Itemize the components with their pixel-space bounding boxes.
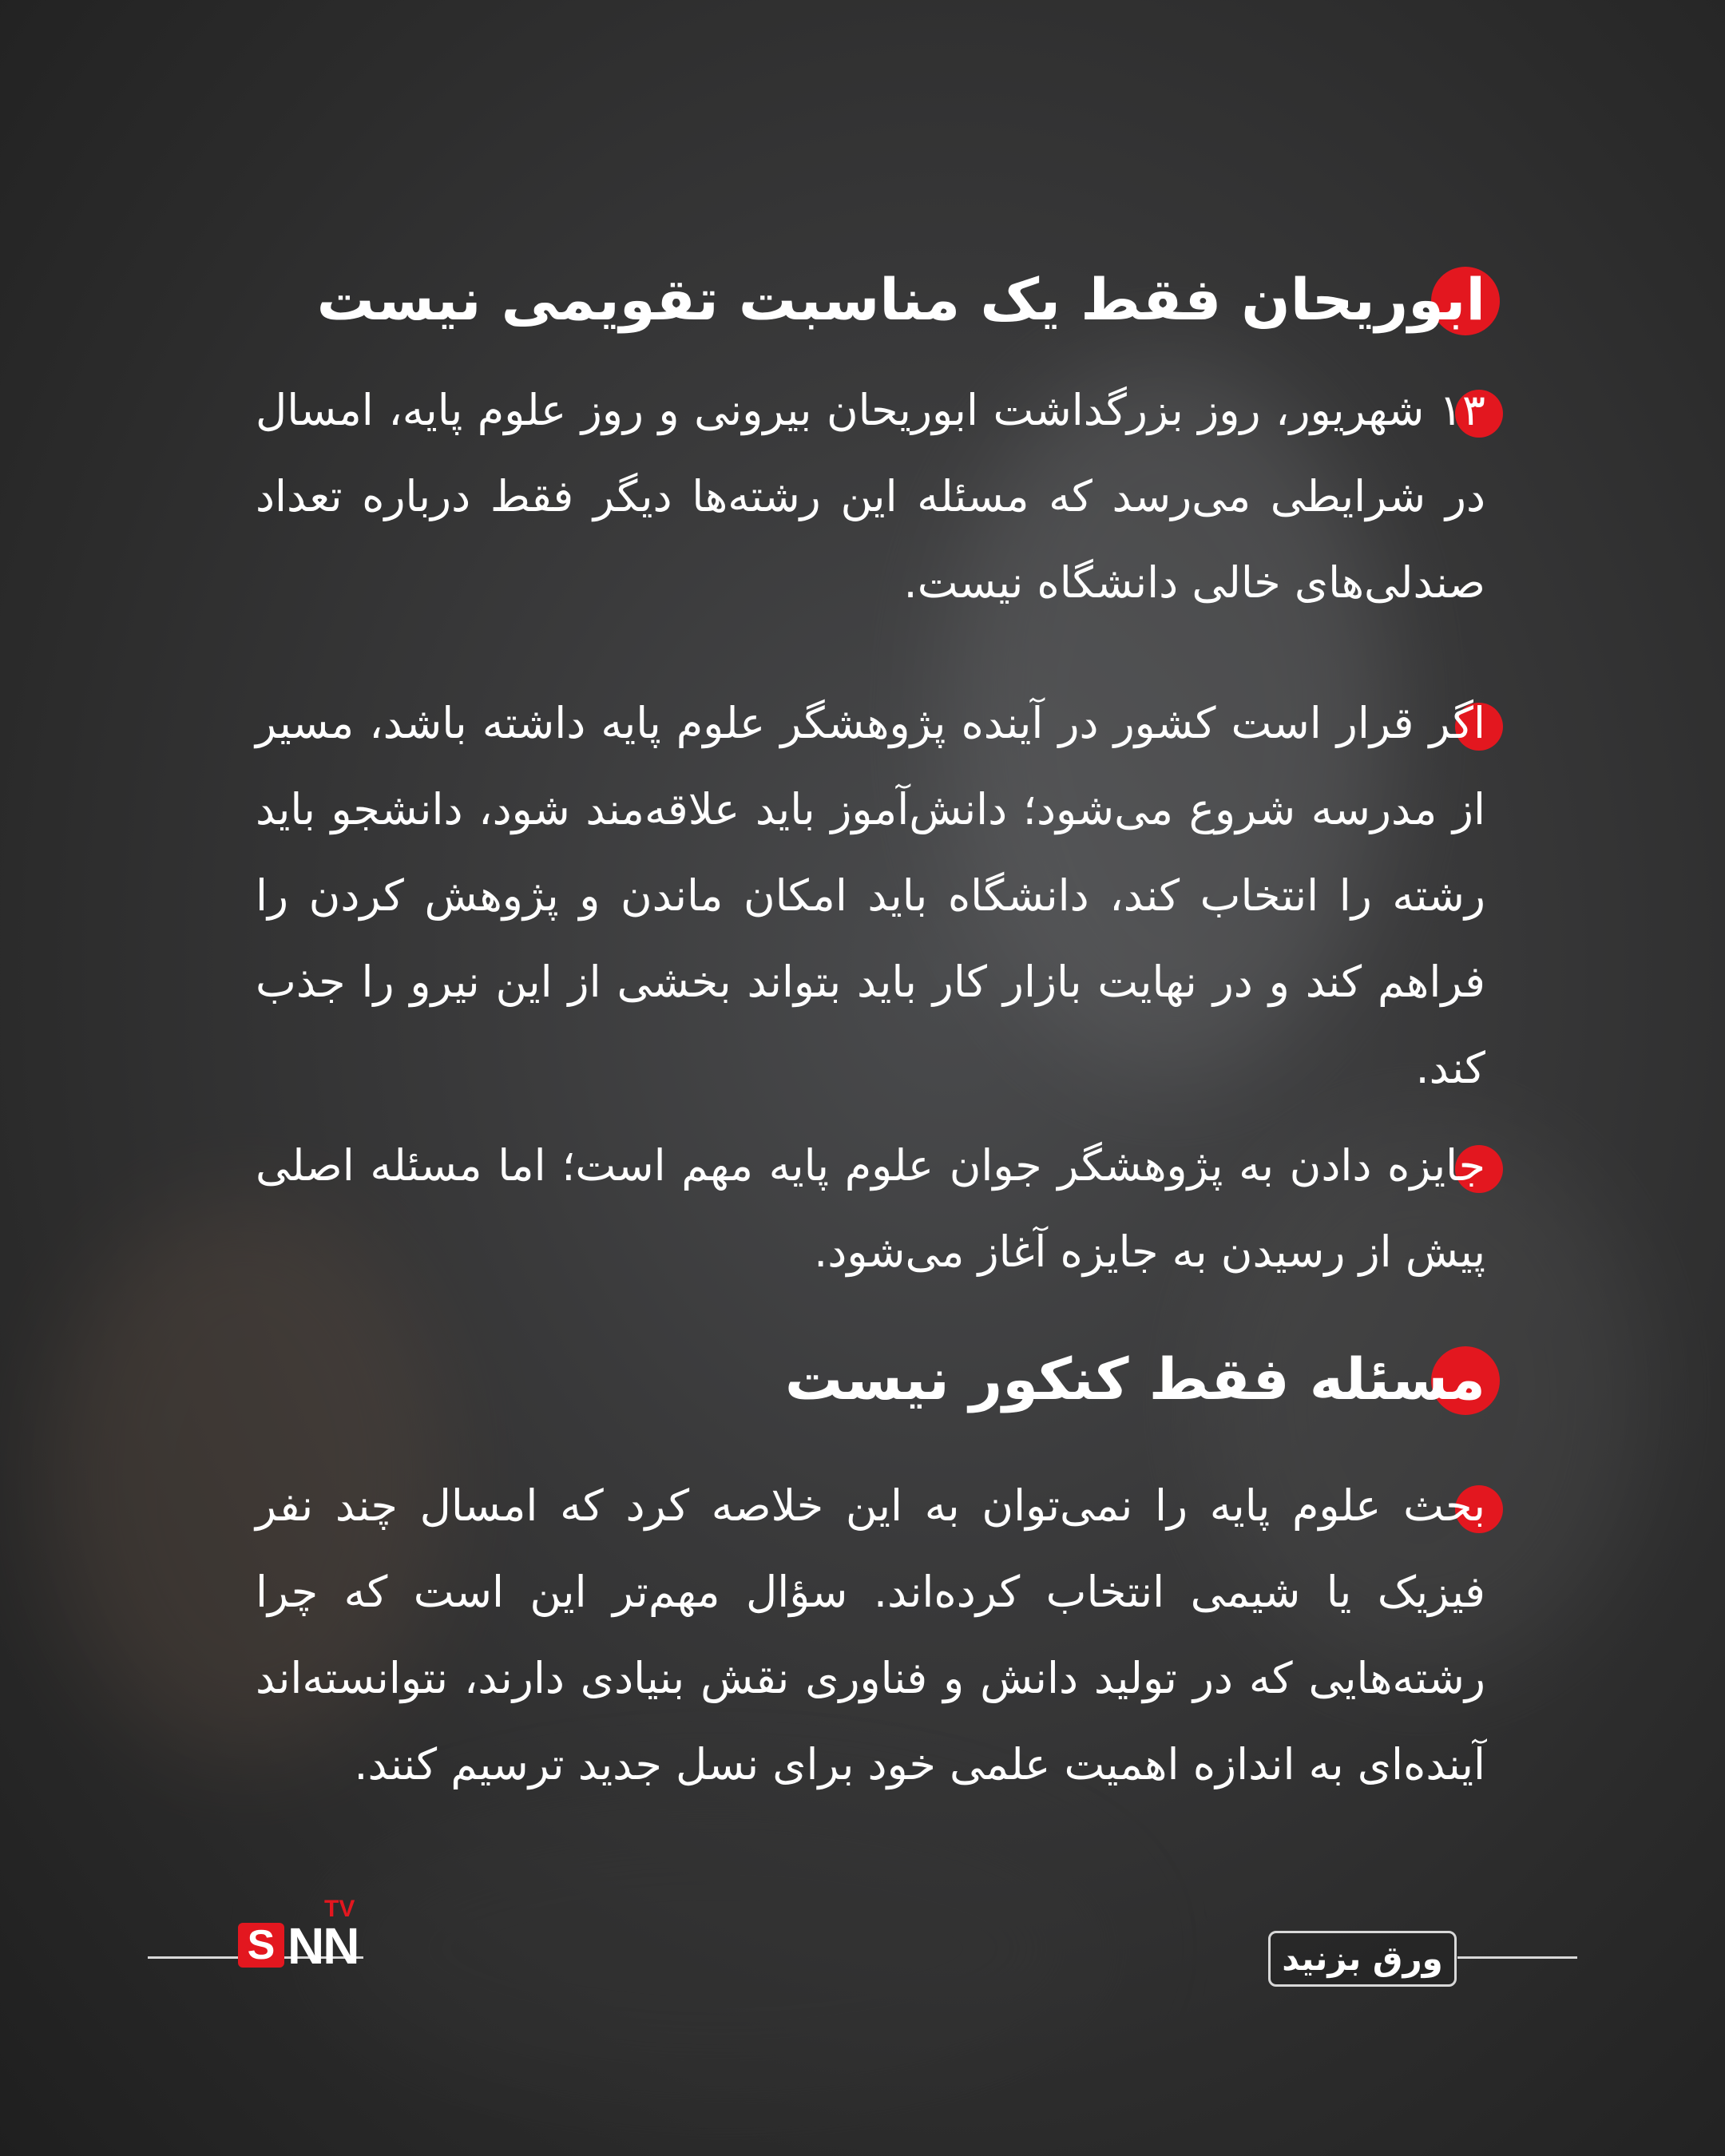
section-heading — [256, 264, 1485, 335]
section-heading-text: ابوریحان فقط یک مناسبت تقویمی نیست — [316, 266, 1485, 333]
footer-divider — [1457, 1956, 1577, 1959]
paragraph — [256, 1463, 1485, 1808]
section-heading — [256, 1343, 1485, 1415]
article-body — [256, 264, 1485, 1808]
paragraph-text: اگر قرار است کشور در آینده پژوهشگر علوم پایه داشته باشد، مسیر از مدرسه شروع می‌شود؛ دانش‌آموز باید علاقه‌مند شود، دانشجو باید رشته را انتخاب کند، دانشگاه باید امکان ماندن و پژوهش کردن را فراهم کند و در نهایت بازار کار باید بتواند بخشی از این نیرو را جذب کند. — [256, 698, 1485, 1093]
paragraph — [256, 367, 1485, 626]
section-heading-text: مسئله فقط کنکور نیست — [784, 1346, 1485, 1413]
swipe-next-button[interactable]: ورق بزنید — [1268, 1931, 1457, 1987]
paragraph-text: ۱۳ شهریور، روز بزرگداشت ابوریحان بیرونی و روز علوم پایه، امسال در شرایطی می‌رسد که مسئله این رشته‌ها دیگر فقط درباره تعداد صندلی‌های خالی دانشگاه نیست. — [256, 385, 1485, 608]
snn-tv-logo — [238, 1896, 370, 1982]
logo-tv: TV — [324, 1896, 355, 1922]
paragraph — [256, 1123, 1485, 1295]
logo-nn: NN — [288, 1917, 359, 1975]
background-blur — [319, 1797, 1118, 2100]
paragraph — [256, 680, 1485, 1112]
paragraph-text: بحث علوم پایه را نمی‌توان به این خلاصه کرد که امسال چند نفر فیزیک یا شیمی انتخاب کرده‌اند. سؤال مهم‌تر این است که چرا رشته‌هایی که در تولید دانش و فناوری نقش بنیادی دارند، نتوانسته‌اند آینده‌ای به اندازه اهمیت علمی خود برای نسل جدید ترسیم کنند. — [256, 1480, 1485, 1789]
paragraph-text: جایزه دادن به پژوهشگر جوان علوم پایه مهم است؛ اما مسئله اصلی پیش از رسیدن به جایزه آغاز می‌شود. — [256, 1140, 1485, 1277]
logo-s: S — [238, 1923, 284, 1968]
